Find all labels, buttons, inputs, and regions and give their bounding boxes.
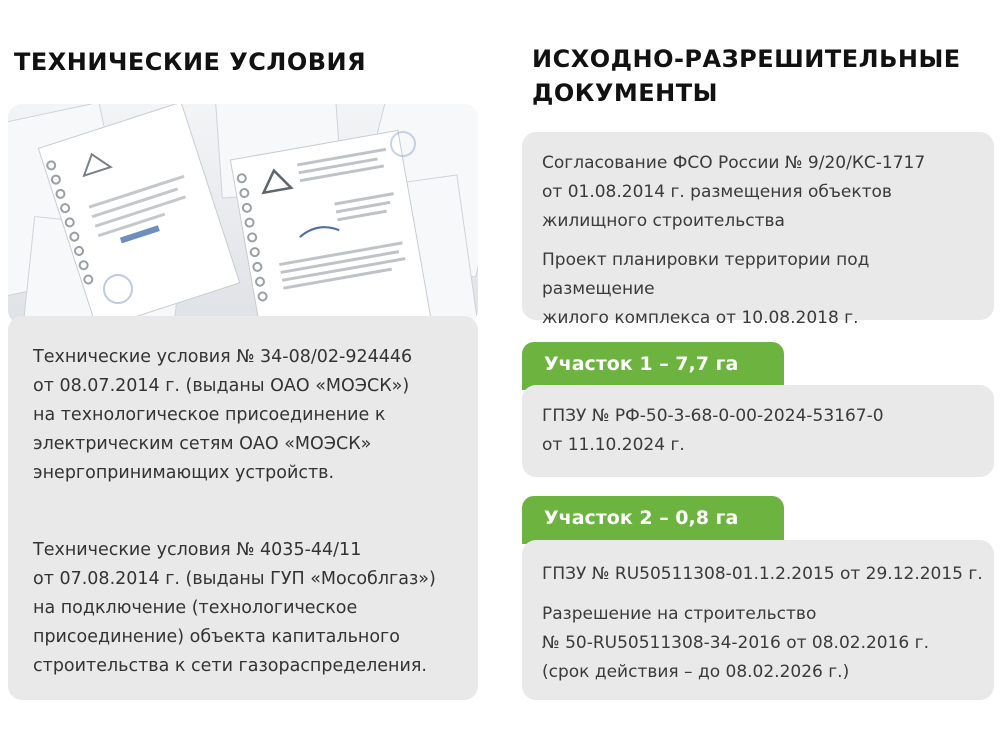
- plot-2-gpzu-text: ГПЗУ № RU50511308-01.1.2.2015 от 29.12.2015 г.: [542, 564, 983, 584]
- plot-2-building-permit-text: Разрешение на строительство № 50-RU50511308-34-2016 от 08.02.2016 г. (срок действия – до 08.02.2026 г.): [542, 604, 929, 682]
- plot-1-card: [522, 385, 994, 477]
- planning-project-text: Проект планировки территории под размещение жилого комплекса от 10.08.2018 г.: [542, 250, 870, 328]
- plot-2-card: [522, 540, 994, 700]
- technical-condition-electricity: Технические условия № 34-08/02-924446 от 08.07.2014 г. (выданы ОАО «МОЭСК») на технологическое присоединение к электрическим сетям ОАО «МОЭСК» энергопринимающих устройств.: [33, 347, 413, 483]
- permit-documents-heading: ИСХОДНО-РАЗРЕШИТЕЛЬНЫЕ ДОКУМЕНТЫ: [532, 45, 961, 107]
- technical-conditions-heading: ТЕХНИЧЕСКИЕ УСЛОВИЯ: [14, 48, 367, 76]
- permit-documents-card: [522, 132, 994, 328]
- technical-conditions-card: [8, 316, 478, 700]
- fso-approval-text: Согласование ФСО России № 9/20/КС-1717 от 01.08.2014 г. размещения объектов жилищного строительства: [542, 153, 926, 231]
- documents-stack-illustration: [8, 104, 478, 324]
- documents-photo: [8, 104, 478, 324]
- plot-1-gpzu-text: ГПЗУ № РФ-50-3-68-0-00-2024-53167-0 от 11.10.2024 г.: [542, 406, 884, 455]
- plot-1-tab: Участок 1 – 7,7 га: [522, 342, 784, 390]
- plot-2-tab: Участок 2 – 0,8 га: [522, 496, 784, 544]
- technical-condition-gas: Технические условия № 4035-44/11 от 07.08.2014 г. (выданы ГУП «Мособлгаз») на подключение (технологическое присоединение) объекта капитального строительства к сети газораспределения.: [33, 540, 436, 676]
